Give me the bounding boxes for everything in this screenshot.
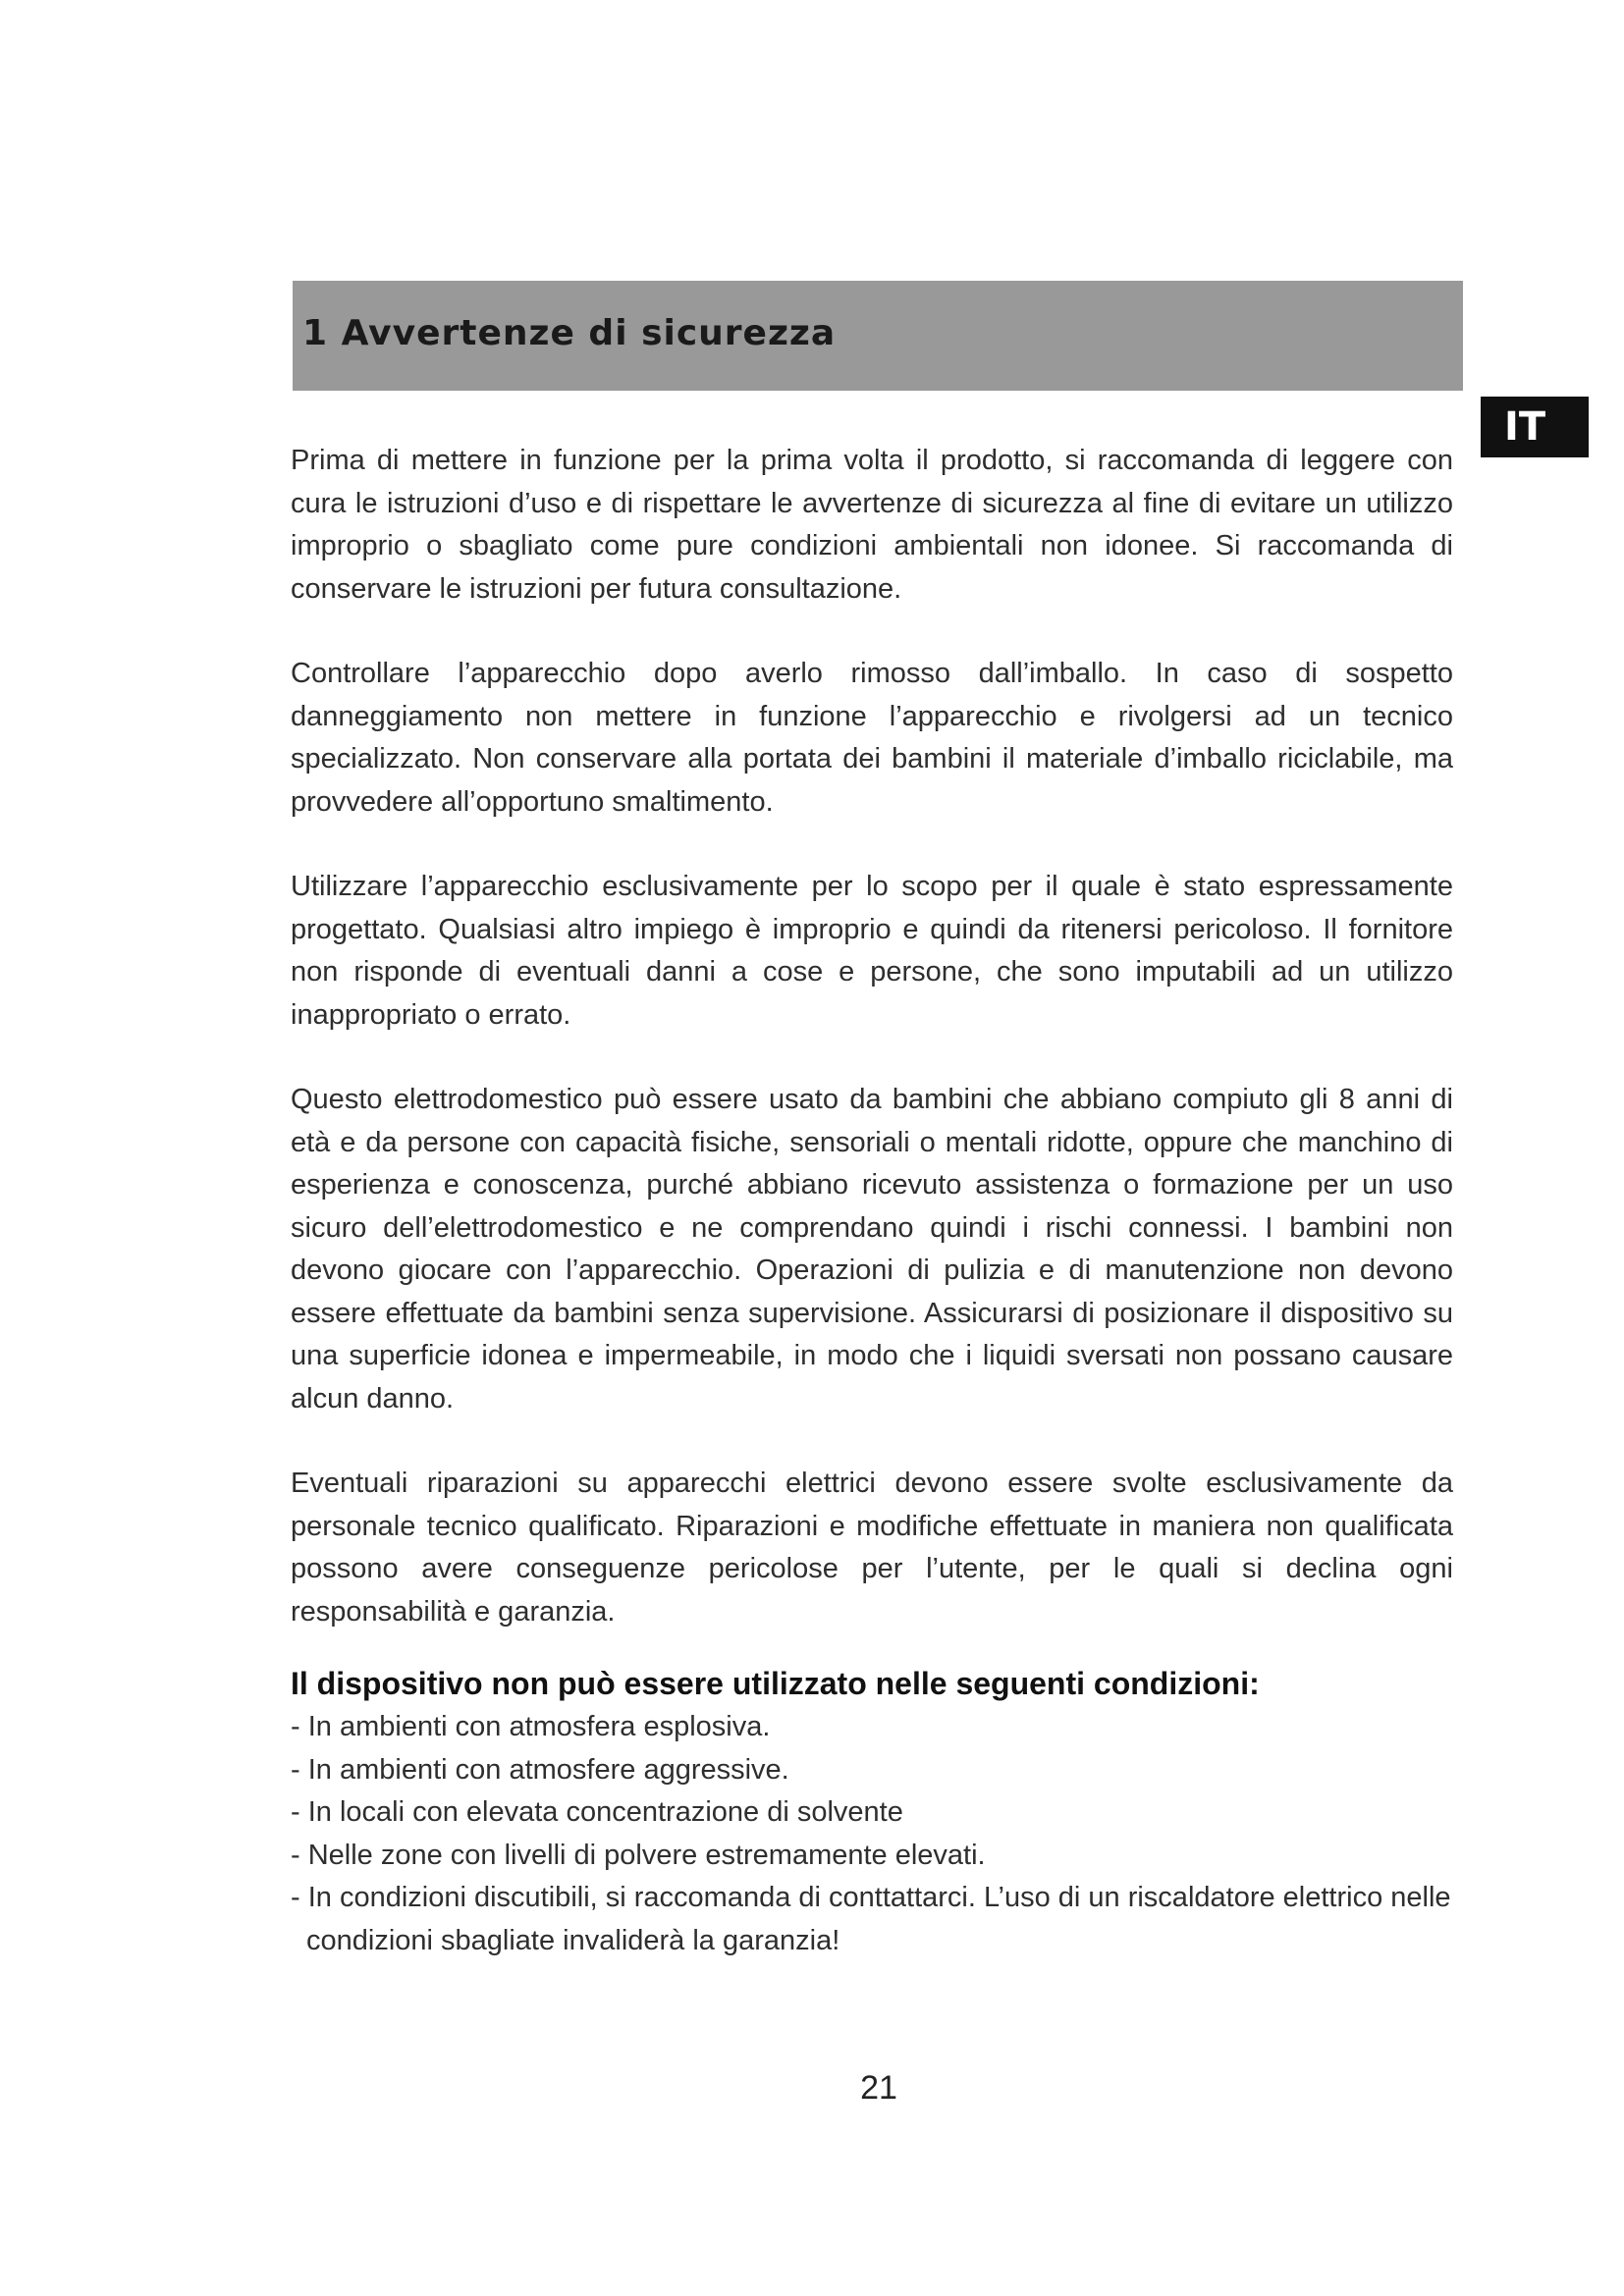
paragraph-intended-use: Utilizzare l’apparecchio esclusivamente per lo scopo per il quale è stato espressamente progettato. Qualsiasi altro impiego è improprio e quindi da ritenersi pericoloso. Il fornitore non risponde di eventuali danni a cose e persone, che sono imputabili ad un utilizzo inappropriato o errato. xyxy=(291,871,1453,1031)
page-number: 21 xyxy=(860,2069,897,2107)
conditions-heading: Il dispositivo non può essere utilizzato nelle seguenti condizioni: xyxy=(291,1666,1260,1701)
section-title: 1 Avvertenze di sicurezza xyxy=(302,312,837,353)
list-item: - Nelle zone con livelli di polvere estremamente elevati. xyxy=(291,1839,986,1871)
document-body xyxy=(291,440,1453,1962)
section-header xyxy=(293,281,1463,391)
list-item: - In ambienti con atmosfera esplosiva. xyxy=(291,1711,771,1742)
paragraph-children-safety: Questo elettrodomestico può essere usato da bambini che abbiano compiuto gli 8 anni di età e da persone con capacità fisiche, sensoriali o mentali ridotte, oppure che manchino di esperienza e conoscenza, purché abbiano ricevuto assistenza o formazione per un uso sicuro dell’elettrodomestico e ne comprendano quindi i rischi connessi. I bambini non devono giocare con l’apparecchio. Operazioni di pulizia e di manutenzione non devono essere effettuate da bambini senza supervisione. Assicurarsi di posizionare il dispositivo su una superficie idonea e impermeabile, in modo che i liquidi sversati non possano causare alcun danno. xyxy=(291,1084,1453,1415)
paragraph-repairs: Eventuali riparazioni su apparecchi elettrici devono essere svolte esclusivamente da personale tecnico qualificato. Riparazioni e modifiche effettuate in maniera non qualificata possono avere conseguenze pericolose per l’utente, per le quali si declina ogni responsabilità e garanzia. xyxy=(291,1468,1453,1628)
conditions-list xyxy=(291,1706,1453,1962)
list-item: - In ambienti con atmosfere aggressive. xyxy=(291,1753,789,1786)
paragraph-usage-instructions: Prima di mettere in funzione per la prima volta il prodotto, si raccomanda di leggere con cura le istruzioni d’uso e di rispettare le avvertenze di sicurezza al fine di evitare un utilizzo improprio o sbagliato come pure condizioni ambientali non idonee. Si raccomanda di conservare le istruzioni per futura consultazione. xyxy=(291,445,1453,605)
list-item: - In condizioni discutibili, si raccomanda di conttattarci. L’uso di un riscaldatore elettrico nelle condizioni sbagliate invaliderà la garanzia! xyxy=(291,1882,1451,1956)
paragraph-packaging-check: Controllare l’apparecchio dopo averlo rimosso dall’imballo. In caso di sospetto danneggiamento non mettere in funzione l’apparecchio e rivolgersi ad un tecnico specializzato. Non conservare alla portata dei bambini il materiale d’imballo riciclabile, ma provvedere all’opportuno smaltimento. xyxy=(291,658,1453,818)
language-tab: IT xyxy=(1481,397,1589,457)
list-item: - In locali con elevata concentrazione di solvente xyxy=(291,1796,903,1828)
